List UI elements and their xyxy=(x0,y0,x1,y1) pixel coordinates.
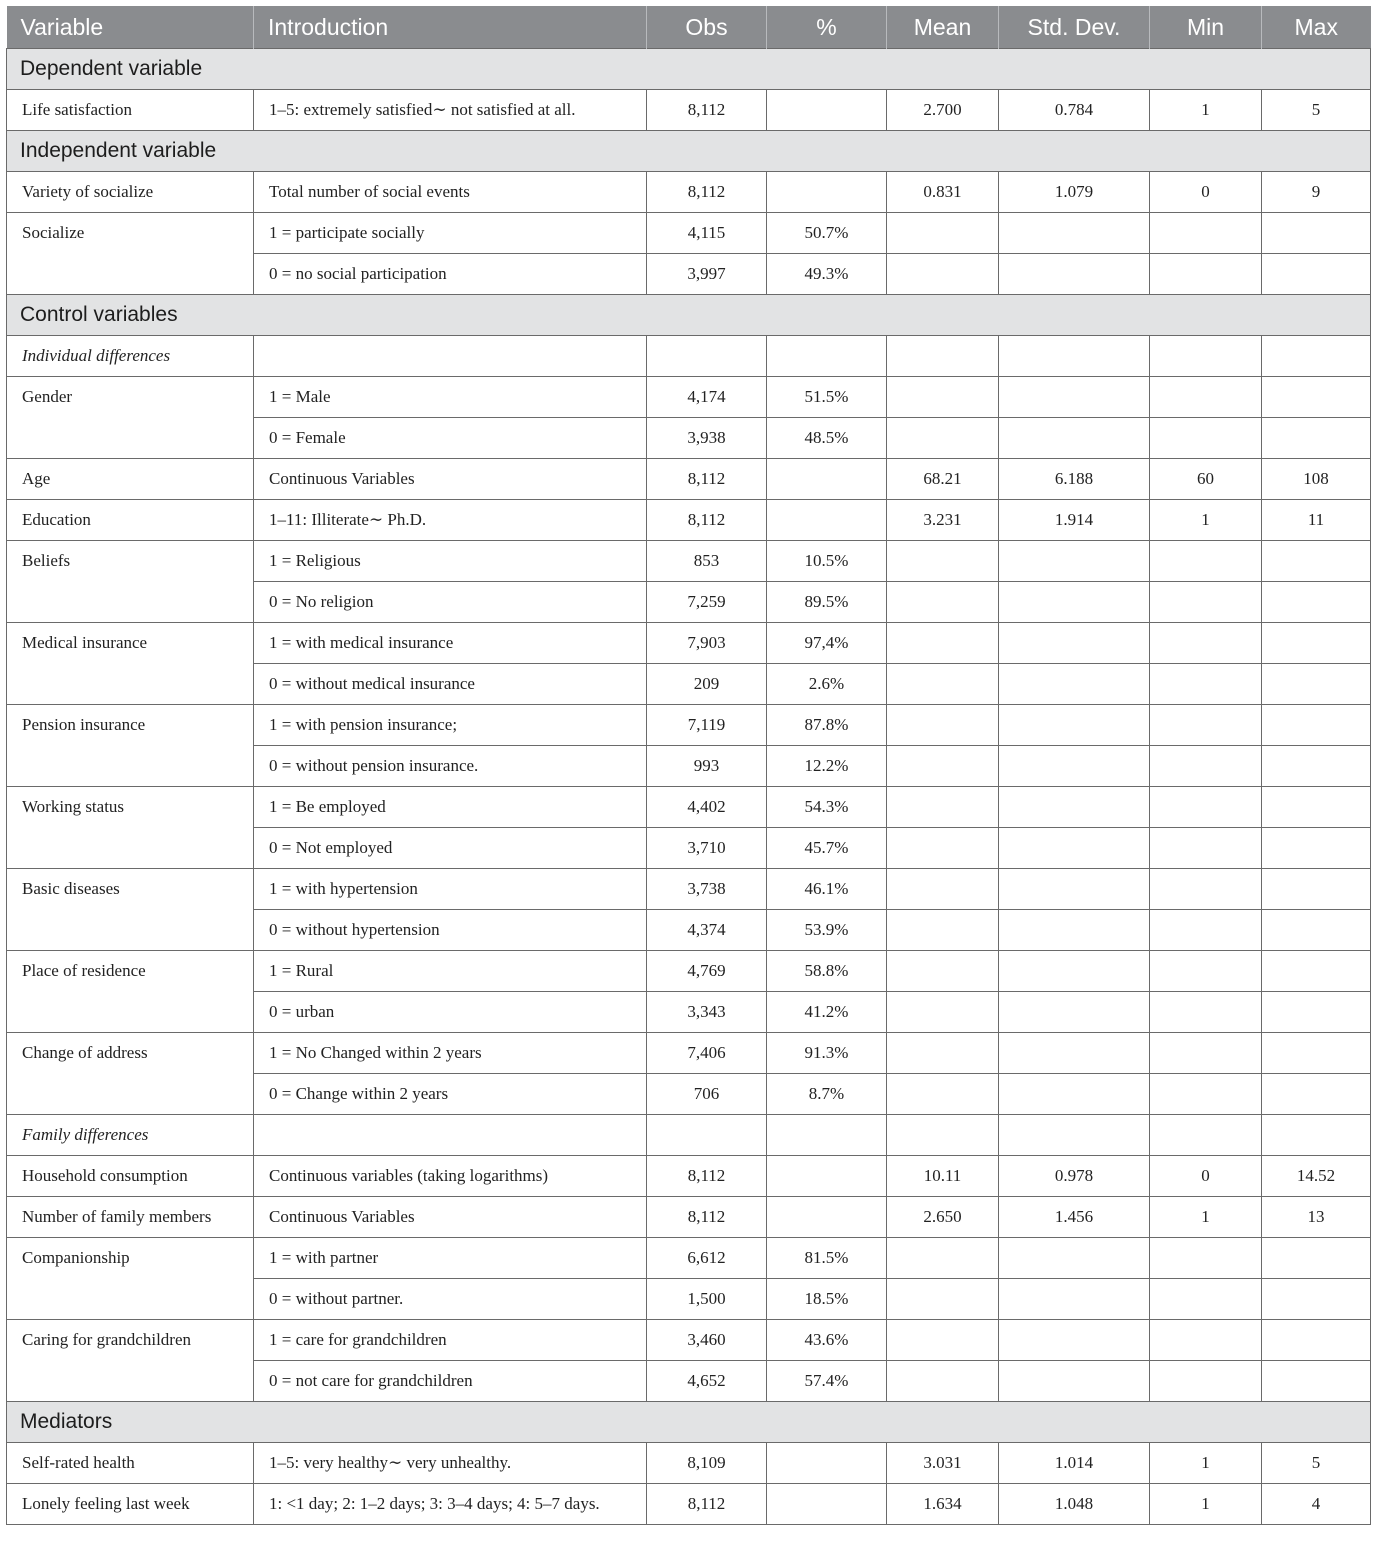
percent-cell: 57.4% xyxy=(767,1361,887,1402)
table-row xyxy=(7,787,1371,828)
table-row xyxy=(7,1197,1371,1238)
section-row xyxy=(7,295,1371,336)
introduction-cell: 0 = without medical insurance xyxy=(254,664,647,705)
percent-cell: 97,4% xyxy=(767,623,887,664)
variable-cell: Beliefs xyxy=(7,541,254,623)
mean-cell: 2.700 xyxy=(887,90,999,131)
min-cell: 0 xyxy=(1150,1156,1262,1197)
introduction-cell: Total number of social events xyxy=(254,172,647,213)
obs-cell: 4,769 xyxy=(647,951,767,992)
header-min: Min xyxy=(1150,6,1262,49)
obs-cell: 3,738 xyxy=(647,869,767,910)
obs-cell: 8,109 xyxy=(647,1443,767,1484)
variable-cell: Medical insurance xyxy=(7,623,254,705)
percent-cell: 41.2% xyxy=(767,992,887,1033)
introduction-cell: 1–11: Illiterate∼ Ph.D. xyxy=(254,500,647,541)
mean-cell: 10.11 xyxy=(887,1156,999,1197)
table-row xyxy=(7,623,1371,664)
table-row xyxy=(7,869,1371,910)
obs-cell: 4,652 xyxy=(647,1361,767,1402)
percent-cell: 10.5% xyxy=(767,541,887,582)
introduction-cell: 1 = Be employed xyxy=(254,787,647,828)
introduction-cell: 0 = urban xyxy=(254,992,647,1033)
percent-cell: 12.2% xyxy=(767,746,887,787)
introduction-cell: 0 = No religion xyxy=(254,582,647,623)
obs-cell: 7,903 xyxy=(647,623,767,664)
variable-cell: Self-rated health xyxy=(7,1443,254,1484)
obs-cell: 4,115 xyxy=(647,213,767,254)
obs-cell: 8,112 xyxy=(647,1484,767,1525)
percent-cell: 89.5% xyxy=(767,582,887,623)
section-row xyxy=(7,1402,1371,1443)
percent-cell xyxy=(767,1156,887,1197)
table-row xyxy=(7,1320,1371,1361)
introduction-cell: 0 = no social participation xyxy=(254,254,647,295)
introduction-cell: 1 = Male xyxy=(254,377,647,418)
obs-cell: 8,112 xyxy=(647,172,767,213)
introduction-cell: Continuous Variables xyxy=(254,1197,647,1238)
obs-cell: 209 xyxy=(647,664,767,705)
table-row xyxy=(7,705,1371,746)
obs-cell: 3,460 xyxy=(647,1320,767,1361)
percent-cell: 81.5% xyxy=(767,1238,887,1279)
percent-cell: 45.7% xyxy=(767,828,887,869)
table-row xyxy=(7,213,1371,254)
header-std-dev: Std. Dev. xyxy=(999,6,1150,49)
min-cell: 0 xyxy=(1150,172,1262,213)
max-cell: 14.52 xyxy=(1262,1156,1371,1197)
header-introduction: Introduction xyxy=(254,6,647,49)
table-row xyxy=(7,459,1371,500)
std-dev-cell: 1.048 xyxy=(999,1484,1150,1525)
variable-cell: Variety of socialize xyxy=(7,172,254,213)
min-cell: 1 xyxy=(1150,500,1262,541)
obs-cell: 7,406 xyxy=(647,1033,767,1074)
section-independent: Independent variable xyxy=(7,131,1371,172)
max-cell: 5 xyxy=(1262,90,1371,131)
obs-cell: 8,112 xyxy=(647,1197,767,1238)
table-row xyxy=(7,500,1371,541)
obs-cell: 853 xyxy=(647,541,767,582)
mean-cell: 68.21 xyxy=(887,459,999,500)
percent-cell: 54.3% xyxy=(767,787,887,828)
percent-cell: 87.8% xyxy=(767,705,887,746)
variable-cell: Caring for grandchildren xyxy=(7,1320,254,1402)
introduction-cell: 1 = with medical insurance xyxy=(254,623,647,664)
obs-cell: 8,112 xyxy=(647,90,767,131)
min-cell: 1 xyxy=(1150,1197,1262,1238)
percent-cell xyxy=(767,500,887,541)
obs-cell: 7,119 xyxy=(647,705,767,746)
subsection-family: Family differences xyxy=(7,1115,254,1156)
percent-cell: 43.6% xyxy=(767,1320,887,1361)
obs-cell: 4,374 xyxy=(647,910,767,951)
mean-cell: 3.231 xyxy=(887,500,999,541)
introduction-cell: 0 = without partner. xyxy=(254,1279,647,1320)
introduction-cell: 0 = without hypertension xyxy=(254,910,647,951)
variable-cell: Pension insurance xyxy=(7,705,254,787)
introduction-cell: Continuous Variables xyxy=(254,459,647,500)
header-max: Max xyxy=(1262,6,1371,49)
table-row xyxy=(7,1033,1371,1074)
std-dev-cell: 0.784 xyxy=(999,90,1150,131)
obs-cell: 8,112 xyxy=(647,1156,767,1197)
variable-cell: Education xyxy=(7,500,254,541)
introduction-cell: 1 = with hypertension xyxy=(254,869,647,910)
min-cell: 1 xyxy=(1150,1443,1262,1484)
obs-cell: 3,710 xyxy=(647,828,767,869)
introduction-cell: 1–5: very healthy∼ very unhealthy. xyxy=(254,1443,647,1484)
percent-cell xyxy=(767,1443,887,1484)
introduction-cell: 0 = not care for grandchildren xyxy=(254,1361,647,1402)
introduction-cell: 1 = No Changed within 2 years xyxy=(254,1033,647,1074)
mean-cell: 1.634 xyxy=(887,1484,999,1525)
introduction-cell: 0 = Change within 2 years xyxy=(254,1074,647,1115)
mean-cell: 2.650 xyxy=(887,1197,999,1238)
table-row xyxy=(7,1484,1371,1525)
introduction-cell: 0 = Not employed xyxy=(254,828,647,869)
obs-cell: 8,112 xyxy=(647,459,767,500)
obs-cell: 706 xyxy=(647,1074,767,1115)
percent-cell: 91.3% xyxy=(767,1033,887,1074)
section-dependent: Dependent variable xyxy=(7,49,1371,90)
variable-cell: Working status xyxy=(7,787,254,869)
obs-cell: 3,938 xyxy=(647,418,767,459)
min-cell: 1 xyxy=(1150,1484,1262,1525)
table-row xyxy=(7,541,1371,582)
min-cell: 1 xyxy=(1150,90,1262,131)
introduction-cell: 1 = with pension insurance; xyxy=(254,705,647,746)
header-variable: Variable xyxy=(7,6,254,49)
max-cell: 4 xyxy=(1262,1484,1371,1525)
max-cell: 108 xyxy=(1262,459,1371,500)
variable-cell: Age xyxy=(7,459,254,500)
header-row xyxy=(7,6,1371,49)
introduction-cell: 1 = with partner xyxy=(254,1238,647,1279)
descriptive-statistics-table xyxy=(6,6,1371,1525)
percent-cell xyxy=(767,90,887,131)
variable-cell: Basic diseases xyxy=(7,869,254,951)
introduction-cell: 1–5: extremely satisfied∼ not satisfied at all. xyxy=(254,90,647,131)
variable-cell: Number of family members xyxy=(7,1197,254,1238)
table-row xyxy=(7,1156,1371,1197)
obs-cell: 4,174 xyxy=(647,377,767,418)
header-percent: % xyxy=(767,6,887,49)
introduction-cell: Continuous variables (taking logarithms) xyxy=(254,1156,647,1197)
section-control: Control variables xyxy=(7,295,1371,336)
max-cell: 9 xyxy=(1262,172,1371,213)
percent-cell: 18.5% xyxy=(767,1279,887,1320)
max-cell: 5 xyxy=(1262,1443,1371,1484)
percent-cell xyxy=(767,1197,887,1238)
percent-cell: 46.1% xyxy=(767,869,887,910)
obs-cell: 1,500 xyxy=(647,1279,767,1320)
subsection-row xyxy=(7,336,1371,377)
std-dev-cell: 1.456 xyxy=(999,1197,1150,1238)
percent-cell: 58.8% xyxy=(767,951,887,992)
section-row xyxy=(7,131,1371,172)
obs-cell: 7,259 xyxy=(647,582,767,623)
min-cell: 60 xyxy=(1150,459,1262,500)
section-row xyxy=(7,49,1371,90)
table-row xyxy=(7,1238,1371,1279)
introduction-cell: 1 = care for grandchildren xyxy=(254,1320,647,1361)
table-row xyxy=(7,90,1371,131)
std-dev-cell: 1.079 xyxy=(999,172,1150,213)
obs-cell: 993 xyxy=(647,746,767,787)
table-row xyxy=(7,172,1371,213)
table-row xyxy=(7,951,1371,992)
obs-cell: 4,402 xyxy=(647,787,767,828)
variable-cell: Gender xyxy=(7,377,254,459)
obs-cell: 3,343 xyxy=(647,992,767,1033)
table-row xyxy=(7,377,1371,418)
variable-cell: Household consumption xyxy=(7,1156,254,1197)
variable-cell: Change of address xyxy=(7,1033,254,1115)
obs-cell: 8,112 xyxy=(647,500,767,541)
variable-cell: Life satisfaction xyxy=(7,90,254,131)
section-mediators: Mediators xyxy=(7,1402,1371,1443)
obs-cell: 3,997 xyxy=(647,254,767,295)
variable-cell: Companionship xyxy=(7,1238,254,1320)
variable-cell: Socialize xyxy=(7,213,254,295)
introduction-cell: 1 = participate socially xyxy=(254,213,647,254)
max-cell: 11 xyxy=(1262,500,1371,541)
mean-cell: 0.831 xyxy=(887,172,999,213)
percent-cell xyxy=(767,1484,887,1525)
header-mean: Mean xyxy=(887,6,999,49)
percent-cell xyxy=(767,172,887,213)
introduction-cell: 1: <1 day; 2: 1–2 days; 3: 3–4 days; 4: 5–7 days. xyxy=(254,1484,647,1525)
max-cell: 13 xyxy=(1262,1197,1371,1238)
percent-cell: 51.5% xyxy=(767,377,887,418)
obs-cell: 6,612 xyxy=(647,1238,767,1279)
table-row xyxy=(7,1443,1371,1484)
percent-cell xyxy=(767,459,887,500)
introduction-cell: 0 = without pension insurance. xyxy=(254,746,647,787)
subsection-row xyxy=(7,1115,1371,1156)
percent-cell: 2.6% xyxy=(767,664,887,705)
percent-cell: 49.3% xyxy=(767,254,887,295)
header-obs: Obs xyxy=(647,6,767,49)
introduction-cell: 1 = Religious xyxy=(254,541,647,582)
std-dev-cell: 1.014 xyxy=(999,1443,1150,1484)
subsection-individual: Individual differences xyxy=(7,336,254,377)
std-dev-cell: 0.978 xyxy=(999,1156,1150,1197)
percent-cell: 48.5% xyxy=(767,418,887,459)
variable-cell: Lonely feeling last week xyxy=(7,1484,254,1525)
introduction-cell: 1 = Rural xyxy=(254,951,647,992)
percent-cell: 8.7% xyxy=(767,1074,887,1115)
percent-cell: 53.9% xyxy=(767,910,887,951)
percent-cell: 50.7% xyxy=(767,213,887,254)
mean-cell: 3.031 xyxy=(887,1443,999,1484)
std-dev-cell: 1.914 xyxy=(999,500,1150,541)
introduction-cell: 0 = Female xyxy=(254,418,647,459)
std-dev-cell: 6.188 xyxy=(999,459,1150,500)
variable-cell: Place of residence xyxy=(7,951,254,1033)
